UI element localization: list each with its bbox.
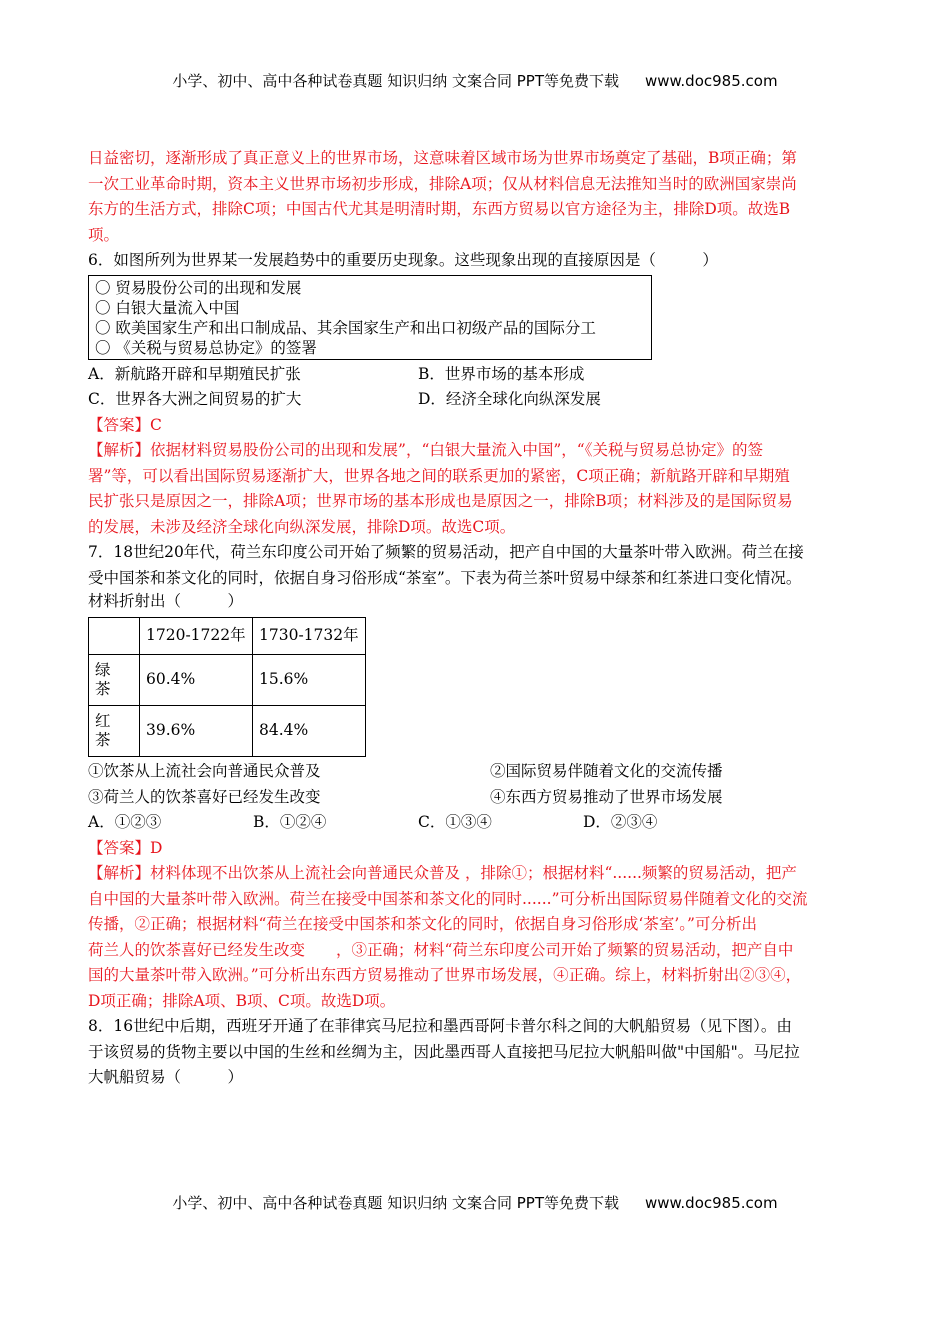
q8-stem-line: 于该贸易的货物主要以中国的生丝和丝绸为主，因此墨西哥人直接把马尼拉大帆船叫做"中国船"。马尼拉: [88, 1042, 800, 1061]
question-8: [88, 1014, 870, 1091]
q6-material-box: [88, 275, 652, 360]
table-row-label: [89, 706, 140, 757]
q6-option-a[interactable]: A．新航路开辟和早期殖民扩张: [88, 364, 301, 383]
q6-box-item: 〇 白银大量流入中国: [95, 298, 240, 317]
q7-stem-line: 7．18世纪20年代，荷兰东印度公司开始了频繁的贸易活动，把产自中国的大量茶叶带入欧洲。荷兰在接: [88, 543, 804, 561]
q7-option-c[interactable]: C．①③④: [418, 813, 492, 831]
q7-option-b[interactable]: B．①②④: [253, 813, 327, 831]
q7-answer: [88, 836, 870, 862]
q7-analysis-line: 传播，②正确；根据材料“荷兰在接受中国茶和茶文化的同时，依据自身习俗形成‘茶室’。”可分析出: [88, 915, 757, 933]
q7-stem-line: 材料折射出（ ）: [88, 592, 244, 610]
q6-answer-value: C: [150, 415, 162, 434]
q7-analysis-line: 自中国的大量茶叶带入欧洲。荷兰在接受中国茶和茶文化的同时......”可分析出国际贸易伴随着文化的交流: [88, 889, 808, 908]
q7-statement: ③荷兰人的饮茶喜好已经发生改变: [88, 787, 321, 806]
table-header-cell: [89, 618, 140, 655]
q6-answer-label: 【答案】: [88, 415, 151, 434]
row-label-part: 茶: [95, 731, 111, 749]
prev-analysis-line: 项。: [88, 225, 120, 244]
q6-analysis-line: [88, 438, 870, 464]
prev-analysis-line: 一次工业革命时期，资本主义世界市场初步形成，排除A项；仅从材料信息无法推知当时的欧洲国家崇尚: [88, 174, 797, 193]
q8-stem-line: 8．16世纪中后期，西班牙开通了在菲律宾马尼拉和墨西哥阿卡普尔科之间的大帆船贸易（见下图）。由: [88, 1017, 792, 1035]
question-7: [88, 540, 870, 1014]
table-header-row: [89, 618, 366, 655]
q7-statement: ①饮茶从上流社会向普通民众普及: [88, 762, 321, 780]
q6-analysis-label: 【解析】: [88, 441, 151, 459]
table-cell: 39.6%: [140, 706, 253, 757]
q7-answer-value: D: [150, 838, 163, 857]
q6-box-item: 〇 欧美国家生产和出口制成品、其余国家生产和出口初级产品的国际分工: [95, 318, 596, 337]
q6-analysis-line: 署”等，可以看出国际贸易逐渐扩大，世界各地之间的联系更加的紧密，C项正确；新航路开辟和早期殖: [88, 466, 790, 485]
q7-statements: [88, 759, 870, 810]
q7-option-a[interactable]: A．①②③: [88, 813, 162, 831]
q6-analysis-text: 依据材料贸易股份公司的出现和发展”，“白银大量流入中国”，“《关税与贸易总协定》的签: [150, 441, 763, 459]
q6-stem: 6．如图所列为世界某一发展趋势中的重要历史现象。这些现象出现的直接原因是（ ）: [88, 251, 718, 269]
table-header-cell: 1730-1732年: [253, 618, 366, 655]
q7-analysis-line: [88, 861, 870, 887]
q7-answer-label: 【答案】: [88, 838, 151, 857]
table-cell: 60.4%: [140, 655, 253, 706]
page-footer: [0, 1192, 950, 1213]
question-6: [88, 248, 870, 540]
q7-options: [88, 810, 870, 836]
footer-url[interactable]: www.doc985.com: [644, 1194, 778, 1212]
table-cell: 84.4%: [253, 706, 366, 757]
q7-analysis-line: D项正确；排除A项、B项、C项。故选D项。: [88, 991, 396, 1010]
q6-option-c[interactable]: C．世界各大洲之间贸易的扩大: [88, 390, 302, 408]
q6-option-d[interactable]: D．经济全球化向纵深发展: [418, 390, 601, 408]
q6-answer: [88, 413, 870, 439]
header-text: 小学、初中、高中各种试卷真题 知识归纳 文案合同 PPT等免费下载: [172, 72, 619, 90]
q7-analysis-text: 材料体现不出饮茶从上流社会向普通民众普及 ，排除①；根据材料“......频繁的贸易活动，把产: [150, 864, 797, 882]
row-label-part: 茶: [95, 680, 111, 698]
footer-text: 小学、初中、高中各种试卷真题 知识归纳 文案合同 PPT等免费下载: [172, 1194, 619, 1212]
row-label-part: 红: [95, 712, 111, 730]
table-row-label: [89, 655, 140, 706]
q6-box-item: 〇 《关税与贸易总协定》的签署: [95, 338, 317, 357]
header-url[interactable]: www.doc985.com: [644, 72, 778, 90]
q6-analysis-line: 的发展，未涉及经济全球化向纵深发展，排除D项。故选C项。: [88, 517, 516, 536]
table-cell: 15.6%: [253, 655, 366, 706]
q7-stem-line: 受中国茶和茶文化的同时，依据自身习俗形成“茶室”。下表为荷兰茶叶贸易中绿茶和红茶进口变化情况。: [88, 568, 802, 587]
q7-tea-table: [88, 617, 366, 757]
prev-analysis-line: 日益密切，逐渐形成了真正意义上的世界市场，这意味着区域市场为世界市场奠定了基础，B项正确；第: [88, 149, 797, 167]
page-header: [0, 70, 950, 91]
table-header-cell: 1720-1722年: [140, 618, 253, 655]
row-label-part: 绿: [95, 661, 111, 679]
q6-analysis-line: 民扩张只是原因之一，排除A项；世界市场的基本形成也是原因之一，排除B项；材料涉及的是国际贸易: [88, 492, 793, 510]
document-body: [88, 146, 870, 1091]
q6-analysis: [88, 438, 870, 540]
q7-analysis: [88, 861, 870, 1014]
q6-box-item: 〇 贸易股份公司的出现和发展: [95, 278, 302, 297]
q7-analysis-line: 荷兰人的饮茶喜好已经发生改变 ，③正确；材料“荷兰东印度公司开始了频繁的贸易活动，把产自中: [88, 940, 794, 959]
q7-statement: ④东西方贸易推动了世界市场发展: [490, 787, 723, 806]
prev-analysis-line: 东方的生活方式，排除C项；中国古代尤其是明清时期，东西方贸易以官方途径为主，排除D项。故选B: [88, 200, 791, 218]
q7-statement: ②国际贸易伴随着文化的交流传播: [490, 762, 723, 780]
q6-options: [88, 362, 870, 413]
previous-analysis: [88, 146, 870, 248]
table-row: [89, 706, 366, 757]
table-row: [89, 655, 366, 706]
q7-option-d[interactable]: D．②③④: [583, 813, 658, 831]
q8-stem-line: 大帆船贸易（ ）: [88, 1068, 244, 1086]
q6-option-b[interactable]: B．世界市场的基本形成: [418, 364, 585, 383]
q7-analysis-line: 国的大量茶叶带入欧洲。”可分析出东西方贸易推动了世界市场发展，④正确。综上，材料折射出②③④，: [88, 966, 802, 984]
q7-analysis-label: 【解析】: [88, 864, 151, 882]
